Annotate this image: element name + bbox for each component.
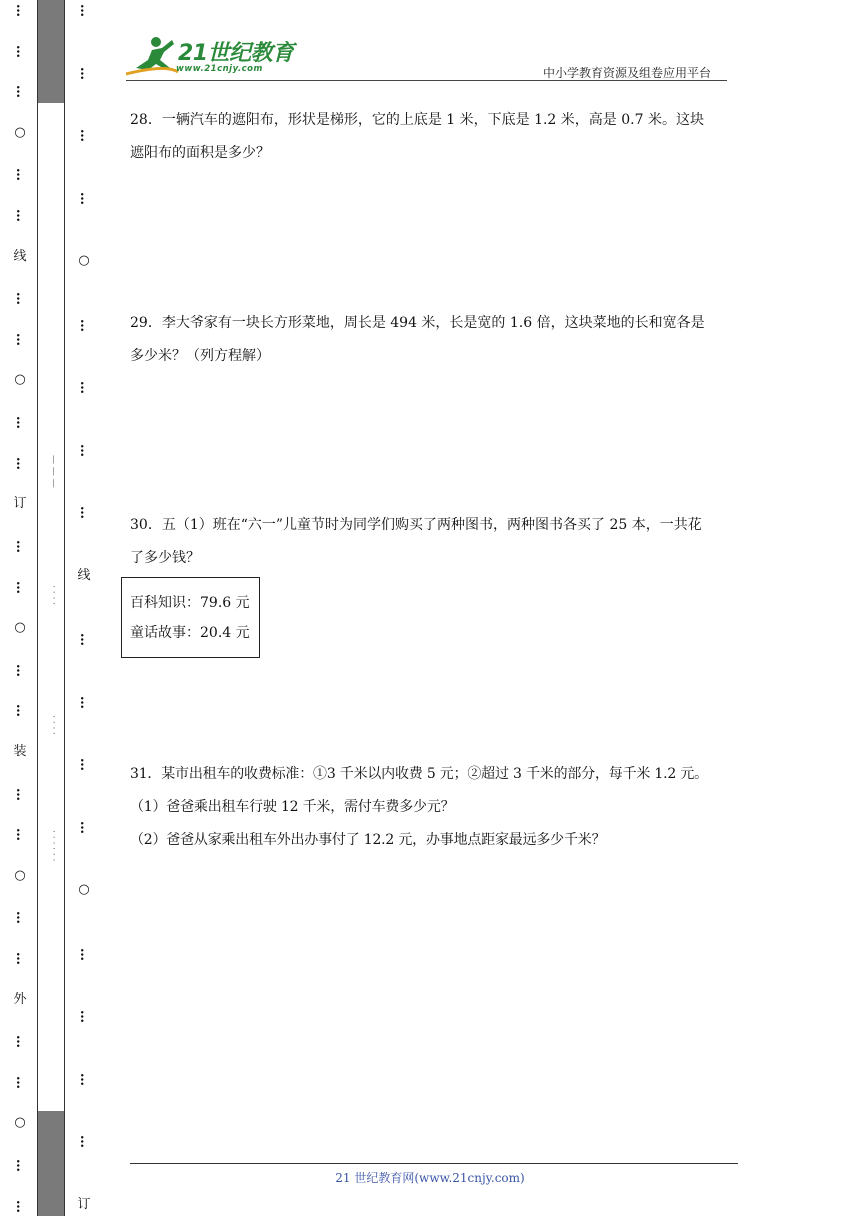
binding-dots: … (77, 506, 92, 519)
question-line: 多少米？（列方程解） (130, 348, 270, 364)
binding-circle: ○ (14, 124, 26, 140)
binding-dots: … (13, 416, 28, 429)
binding-circle: ○ (14, 620, 26, 636)
binding-dots: … (77, 443, 92, 456)
binding-char-ding: 订 (13, 496, 27, 512)
binding-dots: … (13, 456, 28, 469)
binding-dots: … (77, 318, 92, 331)
binding-dots: … (77, 4, 92, 16)
binding-dots: … (13, 1199, 28, 1212)
question-line: 28．一辆汽车的遮阳布，形状是梯形，它的上底是 1 米，下底是 1.2 米，高是 0.7 米。这块 (130, 112, 704, 128)
binding-dots: … (77, 381, 92, 394)
question-line: 遮阳布的面积是多少？ (130, 145, 270, 161)
question-28 (130, 104, 736, 170)
binding-circle: ○ (14, 372, 26, 388)
binding-dots: … (77, 66, 92, 79)
binding-dots: … (77, 947, 92, 960)
binding-dots: … (13, 292, 28, 305)
binding-inner-column (72, 0, 96, 1216)
binding-dashes: · · · · (48, 715, 58, 736)
question-line: （1）爸爸乘出租车行驶 12 千米，需付车费多少元？ (130, 799, 455, 815)
binding-dashes: — — — (48, 455, 58, 488)
question-line: 了多少钱？ (130, 550, 200, 566)
binding-dots: … (13, 539, 28, 552)
binding-dots: … (13, 1159, 28, 1172)
binding-dots: … (77, 820, 92, 833)
logo-url: www.21cnjy.com (176, 64, 263, 74)
logo-text: 21世纪教育 (178, 41, 294, 66)
footer-text: 21 世纪教育网(www.21cnjy.com) (335, 1171, 525, 1185)
question-line: 30．五（1）班在“六一”儿童节时为同学们购买了两种图书，两种图书各买了 25 本，一共花 (130, 517, 702, 533)
binding-dots: … (77, 1072, 92, 1085)
question-line: 29．李大爷家有一块长方形菜地，周长是 494 米，长是宽的 1.6 倍，这块菜地的长和宽各是 (130, 315, 705, 331)
footer-divider (130, 1163, 738, 1164)
binding-dots: … (13, 704, 28, 717)
binding-gray-strip-bottom (37, 1111, 64, 1216)
price-item: 百科知识：79.6 元 (130, 595, 250, 611)
binding-circle: ○ (14, 867, 26, 883)
question-29 (130, 307, 736, 373)
binding-dashes: · · · · (48, 585, 58, 606)
binding-dots: … (13, 1035, 28, 1048)
question-line: 31．某市出租车的收费标准：①3 千米以内收费 5 元；②超过 3 千米的部分，每千米 1.2 元。 (130, 766, 708, 782)
binding-dots: … (13, 911, 28, 924)
binding-dots: … (77, 1010, 92, 1023)
binding-dots: … (13, 168, 28, 181)
binding-dashes: · · · · · · (48, 830, 58, 862)
question-30 (130, 509, 736, 575)
binding-dots: … (77, 695, 92, 708)
binding-circle: ○ (78, 882, 90, 898)
question-line: （2）爸爸从家乘出租车外出办事付了 12.2 元，办事地点距家最远多少千米？ (130, 832, 606, 848)
binding-char-wai: 外 (13, 991, 27, 1007)
binding-dots: … (77, 633, 92, 646)
platform-label: 中小学教育资源及组卷应用平台 (543, 66, 712, 80)
binding-gray-strip-top (37, 0, 64, 103)
binding-char-xian-inner: 线 (77, 567, 91, 583)
binding-dots: … (77, 129, 92, 142)
binding-outer-column (8, 0, 32, 1216)
binding-dots: … (13, 332, 28, 345)
binding-char-ding-inner: 订 (77, 1196, 91, 1212)
binding-dots: … (13, 85, 28, 98)
binding-char-xian: 线 (13, 248, 27, 264)
binding-circle: ○ (14, 1115, 26, 1131)
binding-dots: … (13, 1075, 28, 1088)
binding-border-left (37, 0, 38, 1216)
price-item: 童话故事：20.4 元 (130, 625, 250, 641)
binding-dots: … (77, 758, 92, 771)
binding-dots: … (77, 1135, 92, 1148)
binding-dots: … (13, 580, 28, 593)
binding-dots: … (13, 787, 28, 800)
binding-dots: … (13, 44, 28, 57)
question-31 (130, 758, 742, 857)
binding-circle: ○ (78, 253, 90, 269)
binding-dots: … (13, 952, 28, 965)
binding-dots: … (13, 828, 28, 841)
price-box (121, 577, 260, 658)
binding-border-right (64, 0, 65, 1216)
binding-dots: … (13, 4, 28, 16)
binding-dots: … (77, 191, 92, 204)
binding-dots: … (13, 663, 28, 676)
header-divider (126, 80, 727, 81)
binding-dots: … (13, 209, 28, 222)
binding-char-zhuang: 装 (13, 743, 27, 759)
